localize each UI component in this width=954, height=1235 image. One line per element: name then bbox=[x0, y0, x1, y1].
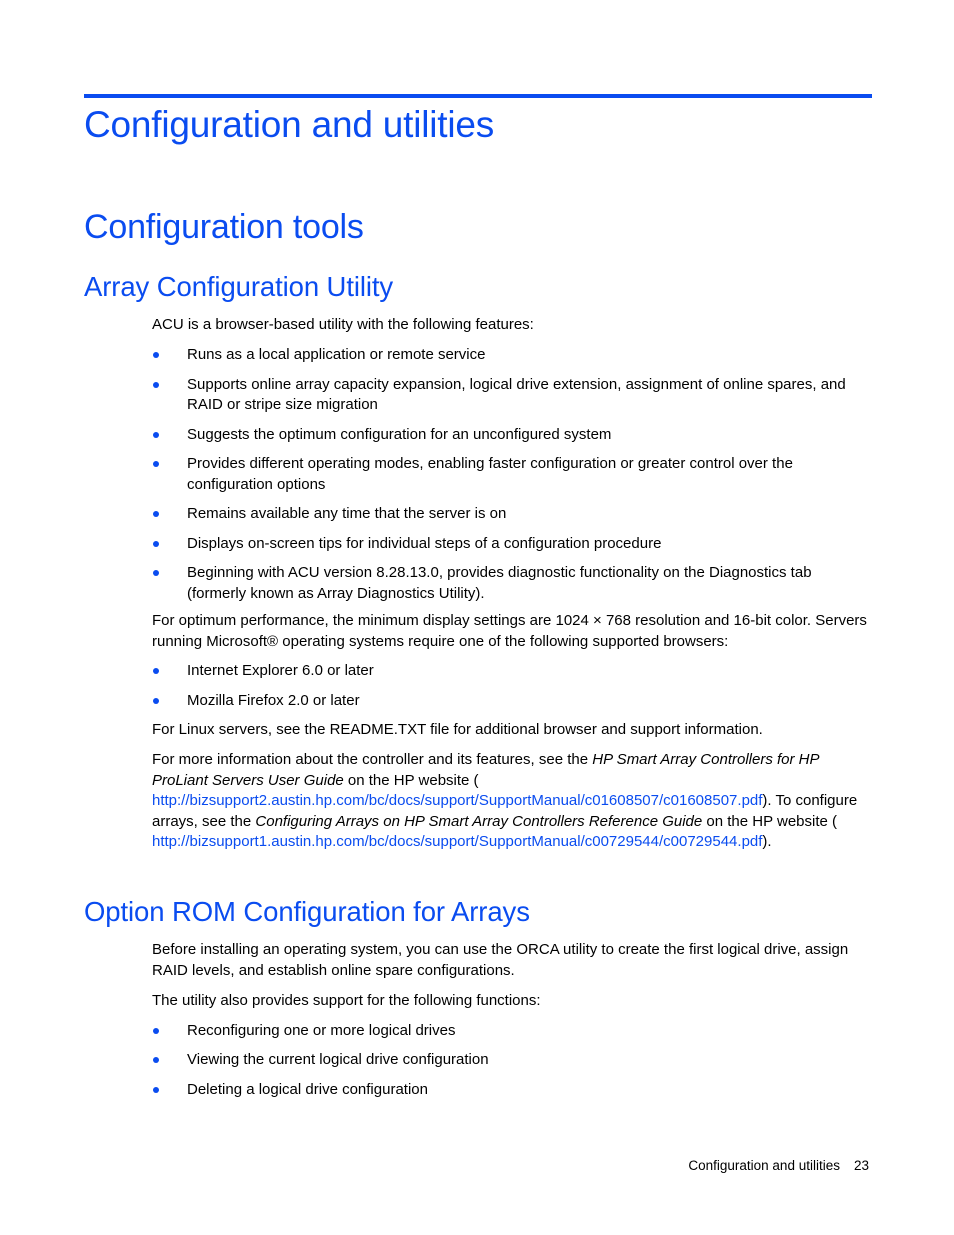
list-item bbox=[152, 345, 874, 366]
user-guide-link[interactable]: http://bizsupport2.austin.hp.com/bc/docs/support/SupportManual/c01608507/c01608507.pdf bbox=[152, 792, 763, 809]
page-number: 23 bbox=[853, 1158, 869, 1173]
browser-list-block bbox=[152, 661, 874, 711]
list-item bbox=[152, 425, 874, 446]
browser-list bbox=[152, 661, 874, 711]
list-item-text: Runs as a local application or remote service bbox=[187, 346, 486, 363]
list-item bbox=[152, 454, 874, 495]
bullet-icon bbox=[153, 698, 159, 704]
list-item bbox=[152, 1050, 874, 1071]
list-item bbox=[152, 691, 874, 712]
page-footer bbox=[688, 1158, 869, 1173]
list-item bbox=[152, 1080, 874, 1101]
display-settings-para: For optimum performance, the minimum display settings are 1024 × 768 resolution and 16-bit color. Servers running Microsoft® operating systems require one of the following supported browsers: bbox=[152, 612, 867, 650]
more-info-block bbox=[152, 750, 874, 853]
orca-functions-intro: The utility also provides support for the following functions: bbox=[152, 991, 541, 1009]
acu-feature-list bbox=[152, 345, 874, 604]
list-item-text: Supports online array capacity expansion, logical drive extension, assignment of online spares, and RAID or stripe size migration bbox=[187, 375, 846, 413]
list-item bbox=[152, 661, 874, 682]
list-item-text: Reconfiguring one or more logical drives bbox=[187, 1021, 456, 1039]
linux-block bbox=[152, 720, 874, 741]
bullet-icon bbox=[153, 511, 159, 517]
orca-body bbox=[152, 940, 874, 1100]
user-guide-title: HP Smart Array Controllers for HP ProLiant Servers User Guide bbox=[152, 751, 819, 789]
list-item-text: Beginning with ACU version 8.28.13.0, provides diagnostic functionality on the Diagnostics tab (formerly known as Array Diagnostics Utility). bbox=[187, 564, 812, 602]
list-item bbox=[152, 504, 874, 525]
list-item-text: Displays on-screen tips for individual steps of a configuration procedure bbox=[187, 534, 662, 552]
list-item bbox=[152, 375, 874, 416]
list-item-text: Mozilla Firefox 2.0 or later bbox=[187, 691, 360, 709]
bullet-icon bbox=[153, 461, 159, 467]
acu-heading: Array Configuration Utility bbox=[84, 271, 394, 302]
chapter-rule bbox=[84, 94, 872, 98]
section-title: Configuration tools bbox=[84, 208, 364, 246]
list-item bbox=[152, 1021, 874, 1042]
list-item bbox=[152, 534, 874, 555]
bullet-icon bbox=[153, 668, 159, 674]
list-item bbox=[152, 563, 874, 604]
reference-guide-title: Configuring Arrays on HP Smart Array Controllers Reference Guide bbox=[255, 812, 703, 830]
more-info-para: For more information about the controller and its features, see the HP Smart Array Controllers for HP ProLiant Servers User Guide on the HP website ( http://bizsupport2.austin.hp.com/bc/docs/support/SupportManual/c01608507/c01608507.pdf). To configure arrays, see the Configuring Arrays on HP Smart Array Controllers Reference Guide on the HP website ( http://bizsupport1.austin.hp.com/bc/docs/support/SupportManual/c00729544/c00729544.pdf). bbox=[152, 751, 858, 850]
list-item-text: Internet Explorer 6.0 or later bbox=[187, 662, 374, 679]
bullet-icon bbox=[153, 1028, 159, 1034]
acu-body bbox=[152, 315, 874, 613]
list-item-text: Viewing the current logical drive configuration bbox=[187, 1051, 489, 1068]
footer-label: Configuration and utilities bbox=[688, 1158, 840, 1173]
bullet-icon bbox=[153, 570, 159, 576]
bullet-icon bbox=[153, 352, 159, 358]
orca-function-list bbox=[152, 1021, 874, 1101]
list-item-text: Deleting a logical drive configuration bbox=[187, 1080, 428, 1098]
list-item-text: Remains available any time that the server is on bbox=[187, 505, 507, 522]
acu-intro: ACU is a browser-based utility with the following features: bbox=[152, 316, 534, 333]
chapter-title: Configuration and utilities bbox=[84, 104, 495, 145]
display-settings-block bbox=[152, 611, 874, 652]
linux-para: For Linux servers, see the README.TXT file for additional browser and support information. bbox=[152, 721, 763, 738]
list-item-text: Provides different operating modes, enabling faster configuration or greater control over the configuration options bbox=[187, 455, 793, 493]
bullet-icon bbox=[153, 432, 159, 438]
orca-intro: Before installing an operating system, you can use the ORCA utility to create the first logical drive, assign RAID levels, and establish online spare configurations. bbox=[152, 941, 849, 979]
bullet-icon bbox=[153, 1087, 159, 1093]
bullet-icon bbox=[153, 382, 159, 388]
orca-heading: Option ROM Configuration for Arrays bbox=[84, 896, 530, 927]
bullet-icon bbox=[153, 541, 159, 547]
list-item-text: Suggests the optimum configuration for an unconfigured system bbox=[187, 425, 612, 443]
reference-guide-link[interactable]: http://bizsupport1.austin.hp.com/bc/docs/support/SupportManual/c00729544/c00729544.pdf bbox=[152, 833, 763, 850]
bullet-icon bbox=[153, 1057, 159, 1063]
